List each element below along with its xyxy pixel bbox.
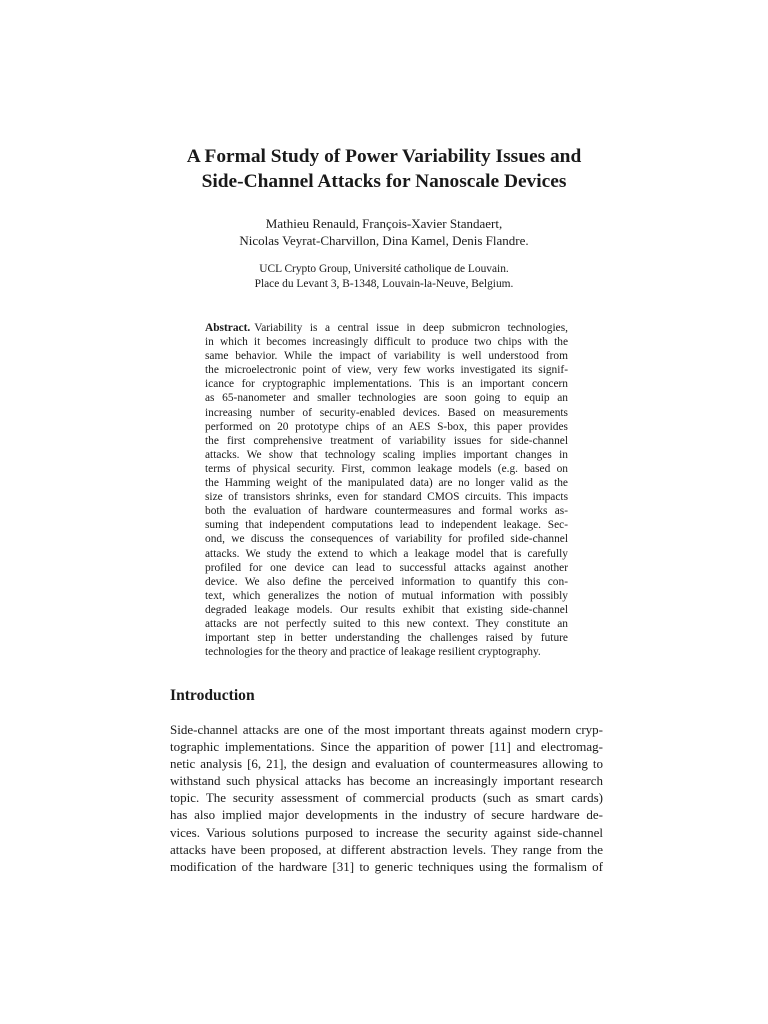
abstract-line: the microelectronic point of view, very few works investigated its signif- [205,364,568,377]
body-line: vices. Various solutions purposed to increase the security against side-channel [170,824,603,840]
abstract-line: the first comprehensive treatment of variability issues for side-channel [205,434,568,447]
body-line: tographic implementations. Since the apparition of power [11] and electromag- [170,739,603,755]
body-line: has also implied major developments in the industry of secure hardware de- [170,807,603,823]
abstract-line: size of transistors shrinks, even for standard CMOS circuits. This impacts [205,491,568,504]
body-line: Side-channel attacks are one of the most important threats against modern cryp- [170,722,603,737]
paper-title-line: A Formal Study of Power Variability Issues and [186,146,582,167]
abstract-line: attacks. We show that technology scaling implies important changes in [205,448,568,461]
body-line: withstand such physical attacks has become an increasingly important research [170,773,603,789]
abstract-line: attacks. We study the extend to which a leakage model that is carefully [205,547,568,560]
abstract-line: in which it becomes increasingly difficult to produce two chips with the [205,336,568,349]
paper-title [110,144,658,194]
abstract-line: ond, we discuss the consequences of variability for profiled side-channel [205,533,568,546]
abstract-line [205,321,568,335]
abstract-line: the Hamming weight of the manipulated data) are no longer valid as the [205,477,568,490]
abstract-line: technologies for the theory and practice of leakage resilient cryptography. [205,646,541,659]
abstract-line: attacks are not perfectly suited to this new context. They constitute an [205,617,568,630]
abstract-line: profiled for one device can lead to successful attacks against another [205,561,568,574]
affiliation-line: UCL Crypto Group, Université catholique de Louvain. [259,263,509,275]
author-list [120,215,648,249]
abstract-line: text, which generalizes the notion of mutual information with possibly [205,589,568,602]
abstract-line: as 65-nanometer and smaller technologies are soon going to equip an [205,392,568,405]
abstract-line: both the evaluation of hardware countermeasures and formal works as- [205,505,568,518]
abstract [205,321,568,659]
introduction-body [170,721,603,875]
abstract-line: degraded leakage models. Our results exhibit that existing side-channel [205,603,568,616]
affiliation [120,262,648,292]
author-line: Mathieu Renauld, François-Xavier Standaert, [265,216,503,231]
abstract-label: Abstract. [205,322,251,334]
body-line: netic analysis [6, 21], the design and evaluation of countermeasures allowing to [170,756,603,772]
abstract-line: terms of physical security. First, common leakage models (e.g. based on [205,462,568,475]
abstract-line: suming that independent computations lead to independent leakage. Sec- [205,519,568,532]
paper-title-line: Side-Channel Attacks for Nanoscale Devices [201,171,567,192]
abstract-line: same behavior. While the impact of variability is well understood from [205,350,568,363]
abstract-line: increasing number of security-enabled devices. Based on measurements [205,406,568,419]
abstract-line: icance for cryptographic implementations. This is an important concern [205,378,568,391]
section-heading-introduction: Introduction [170,687,255,704]
abstract-line: important step in better understanding the challenges raised by future [205,632,568,645]
affiliation-line: Place du Levant 3, B-1348, Louvain-la-Neuve, Belgium. [254,278,514,290]
body-line: topic. The security assessment of commercial products (such as smart cards) [170,790,603,806]
body-line: attacks have been proposed, at different abstraction levels. They range from the [170,841,603,857]
author-line: Nicolas Veyrat-Charvillon, Dina Kamel, Denis Flandre. [239,233,529,248]
abstract-line: device. We also define the perceived information to quantify this con- [205,575,568,588]
body-line: modification of the hardware [31] to generic techniques using the formalism of [170,858,603,874]
abstract-line-text: Variability is a central issue in deep submicron technologies, [254,322,568,334]
abstract-line: performed on 20 prototype chips of an AES S-box, this paper provides [205,420,568,433]
